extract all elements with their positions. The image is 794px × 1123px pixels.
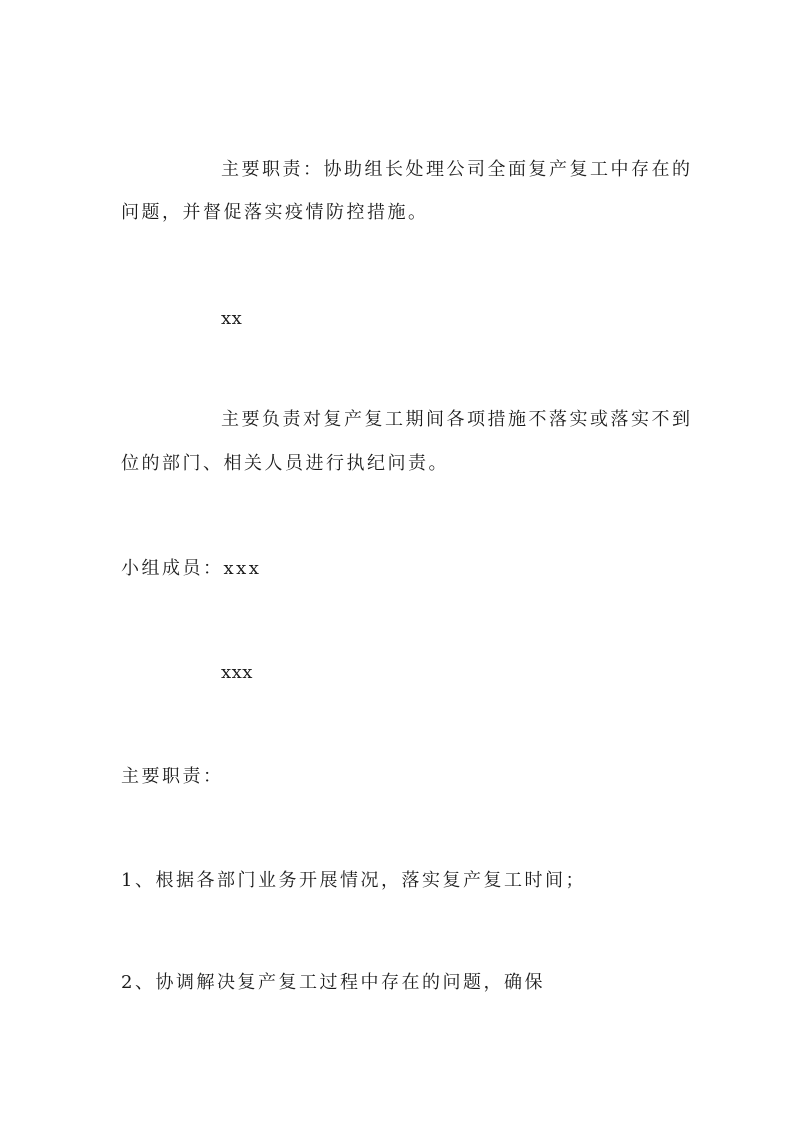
main-duties-heading: 主要职责：: [121, 766, 224, 787]
group-members-line: 小组成员：xxx: [121, 558, 262, 579]
duty-item-2: 2、协调解决复产复工过程中存在的问题，确保: [121, 972, 545, 993]
paragraph-3-line-2: 位的部门、相关人员进行执纪问责。: [121, 453, 449, 474]
member-name-xx: xx: [221, 308, 243, 329]
member-name-xxx: xxx: [221, 662, 253, 683]
duty-item-1: 1、根据各部门业务开展情况，落实复产复工时间；: [121, 870, 586, 891]
paragraph-1-line-2: 问题，并督促落实疫情防控措施。: [121, 202, 429, 223]
paragraph-1-line-1: 主要职责：协助组长处理公司全面复产复工中存在的: [221, 159, 693, 180]
paragraph-3-line-1: 主要负责对复产复工期间各项措施不落实或落实不到: [221, 409, 693, 430]
